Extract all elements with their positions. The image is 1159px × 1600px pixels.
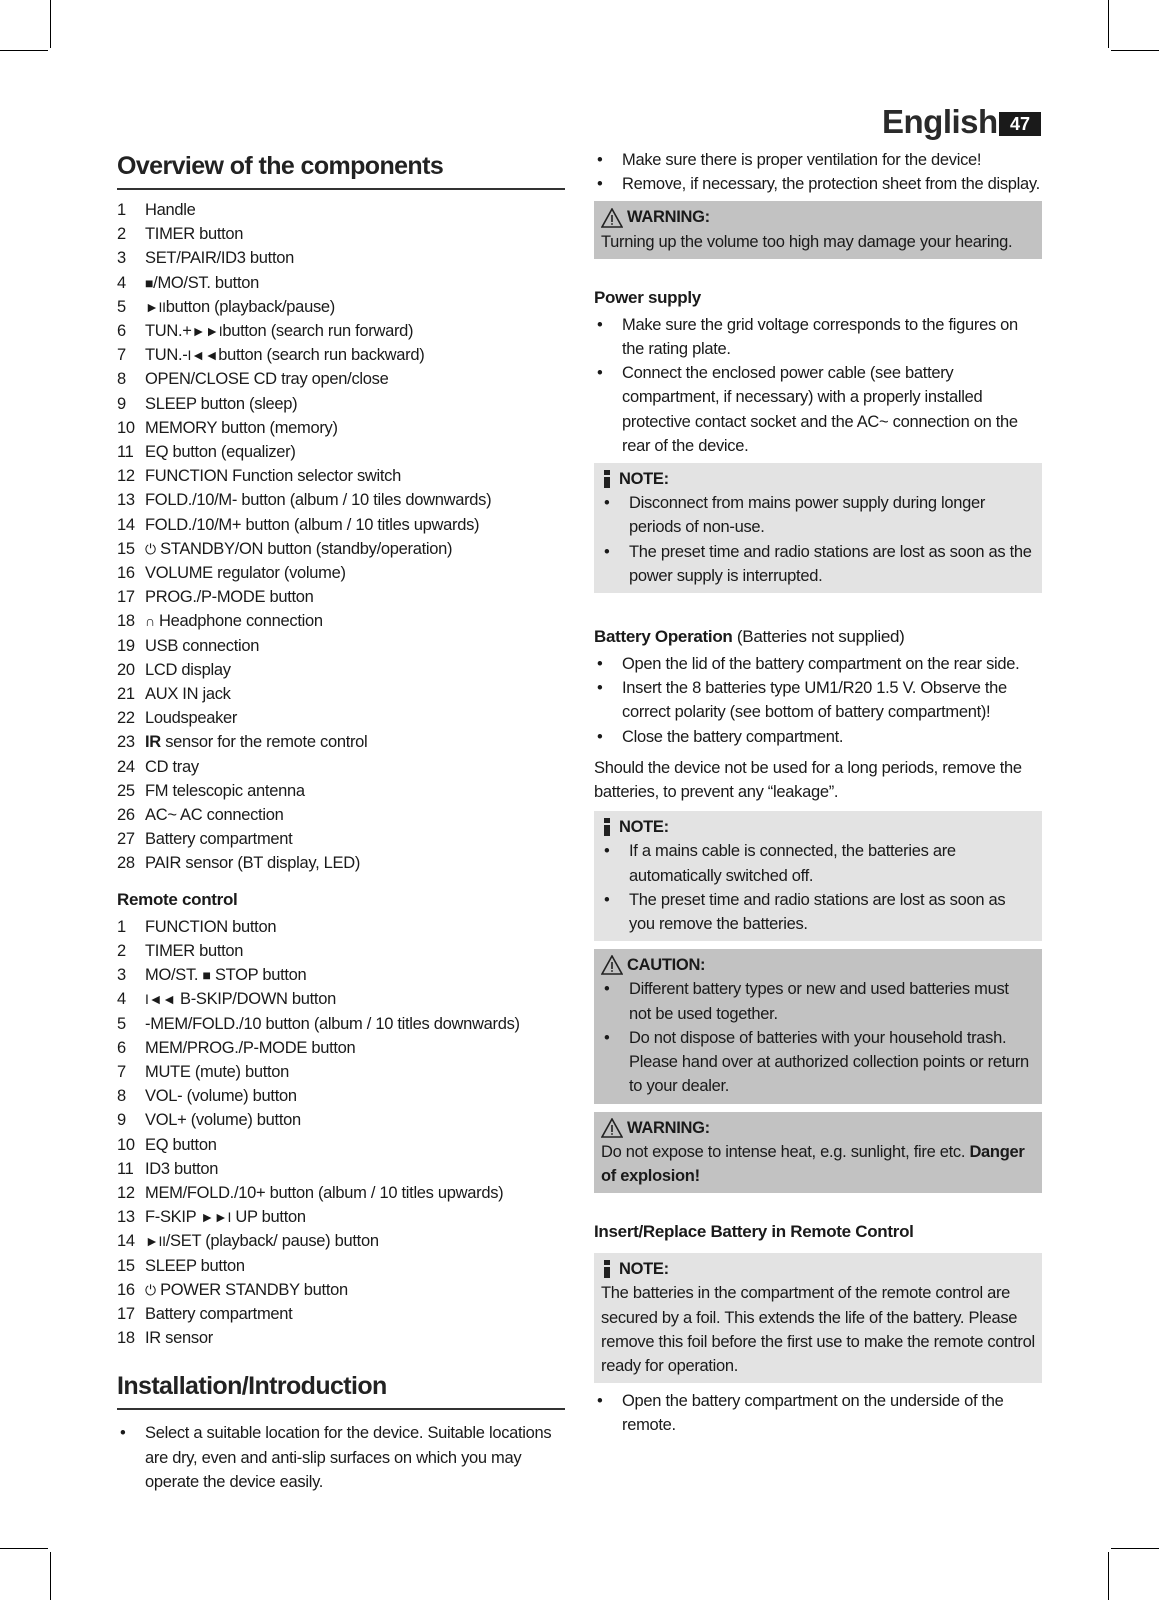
item-number: 11: [117, 1159, 134, 1178]
item-label: ID3 button: [145, 1159, 219, 1178]
warning-icon: [601, 208, 623, 228]
remote-battery-bullets: [594, 1389, 1042, 1437]
item-number: 4: [117, 273, 126, 292]
list-item: [117, 1108, 565, 1132]
button-symbol-icon: I◄◄: [187, 347, 219, 364]
list-item: [117, 1229, 565, 1253]
item-text: [145, 271, 259, 295]
item-number: 9: [117, 1111, 126, 1130]
item-number: 15: [117, 539, 135, 558]
warning-box: [594, 1112, 1042, 1194]
item-label: IR sensor: [145, 1329, 213, 1348]
item-label: TIMER button: [145, 941, 244, 960]
item-number: 16: [117, 564, 135, 583]
list-item: [117, 488, 565, 512]
item-number: 14: [117, 515, 135, 534]
ventilation-bullets: [594, 148, 1042, 196]
right-column: [594, 148, 1042, 1438]
item-label: AC~ AC connection: [145, 806, 284, 825]
note-box: [594, 1253, 1042, 1383]
item-prefix: IR: [145, 733, 161, 752]
remote-control-list: [117, 915, 565, 1351]
list-item: • If a mains cable is connected, the batteries are automatically switched off.: [601, 839, 1035, 887]
list-item: [117, 827, 565, 851]
item-number: 2: [117, 941, 126, 960]
item-label: EQ button: [145, 1135, 217, 1154]
warning-text: Do not expose to intense heat, e.g. sunlight, fire etc. Danger of explosion!: [601, 1142, 1025, 1185]
item-number: 6: [117, 322, 126, 341]
item-label: -MEM/FOLD./10 button (album / 10 titles downwards): [145, 1014, 520, 1033]
list-item: [117, 730, 565, 754]
list-item: [117, 392, 565, 416]
list-item: [117, 658, 565, 682]
item-number: 19: [117, 636, 135, 655]
list-item: [117, 803, 565, 827]
item-number: 1: [117, 201, 126, 219]
item-text: [145, 416, 338, 440]
item-label: /SET (playback/ pause) button: [165, 1232, 379, 1251]
warning-icon: [601, 955, 623, 975]
item-label: Battery compartment: [145, 830, 293, 849]
list-item: [117, 1036, 565, 1060]
list-item: [117, 343, 565, 367]
item-number: 22: [117, 709, 135, 728]
list-item: [117, 513, 565, 537]
components-heading: Overview of the components: [117, 148, 565, 190]
note-box: [594, 463, 1042, 593]
item-label: FUNCTION button: [145, 917, 277, 936]
item-text: [145, 440, 296, 464]
item-number: 4: [117, 990, 126, 1009]
warning-icon: [601, 1118, 623, 1138]
warning-text: Turning up the volume too high may damage your hearing.: [601, 232, 1013, 251]
item-number: 12: [117, 1183, 135, 1202]
list-item: [117, 585, 565, 609]
note-title: NOTE:: [619, 818, 669, 837]
warning-title: WARNING:: [627, 208, 710, 227]
list-item: [117, 561, 565, 585]
item-label: Battery compartment: [145, 1304, 293, 1323]
list-item: [117, 682, 565, 706]
item-prefix: TUN.-: [145, 346, 188, 365]
installation-heading: Installation/Introduction: [117, 1368, 565, 1410]
item-label: VOL+ (volume) button: [145, 1111, 301, 1130]
item-number: 5: [117, 297, 126, 316]
list-item: • The preset time and radio stations are lost as soon as you remove the batteries.: [601, 888, 1035, 936]
info-icon: [601, 817, 615, 837]
button-symbol-icon: ⏻: [145, 1281, 156, 1298]
item-label: VOLUME regulator (volume): [145, 564, 346, 583]
list-item: • Select a suitable location for the device. Suitable locations are dry, even and anti-slip surfaces on which you may operate the device easily.: [117, 1421, 565, 1494]
item-text: [145, 295, 335, 319]
button-symbol-icon: ►►I: [191, 323, 223, 340]
item-number: 3: [117, 966, 126, 985]
item-number: 18: [117, 612, 135, 631]
list-item: • Do not dispose of batteries with your household trash. Please hand over at authorized collection points or return to your dealer.: [601, 1026, 1035, 1099]
item-label: MEM/FOLD./10+ button (album / 10 titles upwards): [145, 1183, 504, 1202]
list-item: [117, 246, 565, 270]
item-number: 9: [117, 394, 126, 413]
button-symbol-icon: ■: [202, 967, 211, 984]
battery-operation-heading: Battery Operation (Batteries not supplied): [594, 627, 905, 647]
warning-box: [594, 201, 1042, 258]
list-item: • Make sure there is proper ventilation for the device!: [594, 148, 1042, 172]
list-item: • Connect the enclosed power cable (see battery compartment, if necessary) with a properly installed protective contact socket and the AC~ connection on the rear of the device.: [594, 361, 1042, 458]
item-label: AUX IN jack: [145, 685, 231, 704]
item-label: SET/PAIR/ID3 button: [145, 249, 294, 268]
item-number: 3: [117, 249, 126, 268]
item-label: FUNCTION Function selector switch: [145, 467, 401, 486]
item-text: [145, 1254, 245, 1278]
item-text: [145, 779, 305, 803]
battery-bullets: [594, 652, 1042, 749]
item-text: [145, 915, 276, 939]
item-label: LCD display: [145, 660, 231, 679]
info-icon: [601, 469, 615, 489]
item-number: 27: [117, 830, 135, 849]
list-item: [117, 1326, 565, 1350]
item-text: [145, 513, 479, 537]
item-text: [145, 609, 323, 633]
item-number: 21: [117, 685, 135, 704]
item-text: [145, 198, 196, 222]
item-text: [145, 246, 294, 270]
list-item: • Different battery types or new and used batteries must not be used together.: [601, 977, 1035, 1025]
item-text: [145, 827, 292, 851]
item-label: sensor for the remote control: [160, 733, 368, 752]
crop-mark: [0, 50, 48, 51]
list-item: [117, 1133, 565, 1157]
item-text: [145, 634, 259, 658]
button-symbol-icon: ►►I: [200, 1209, 232, 1226]
item-number: 8: [117, 370, 126, 389]
item-text: [145, 585, 314, 609]
warning-title: WARNING:: [627, 1118, 710, 1137]
item-label: FOLD./10/M+ button (album / 10 titles upwards): [145, 515, 480, 534]
list-item: [117, 939, 565, 963]
button-symbol-icon: ■: [145, 274, 154, 291]
list-item: [117, 851, 565, 875]
note-box: [594, 811, 1042, 941]
item-text: [145, 963, 306, 987]
item-label: CD tray: [145, 757, 199, 776]
item-label: PAIR sensor (BT display, LED): [145, 854, 361, 873]
list-item: [117, 1012, 565, 1036]
page-number: 47: [999, 112, 1041, 136]
item-number: 17: [117, 588, 135, 607]
item-text: [145, 1036, 355, 1060]
button-symbol-icon: ⏻: [145, 540, 156, 557]
item-text: [145, 488, 491, 512]
list-item: [117, 915, 565, 939]
button-symbol-icon: ►II: [145, 298, 166, 315]
list-item: • The preset time and radio stations are lost as soon as the power supply is interrupted.: [601, 540, 1035, 588]
item-text: [145, 1229, 379, 1253]
item-label: B-SKIP/DOWN button: [175, 990, 336, 1009]
list-item: [117, 706, 565, 730]
button-symbol-icon: I◄◄: [145, 991, 176, 1008]
item-number: 13: [117, 1208, 135, 1227]
item-label: MUTE (mute) button: [145, 1062, 290, 1081]
item-label: OPEN/CLOSE CD tray open/close: [145, 370, 389, 389]
item-text: [145, 464, 401, 488]
list-item: • Make sure the grid voltage corresponds to the figures on the rating plate.: [594, 313, 1042, 361]
item-number: 28: [117, 854, 135, 873]
page-language-label: English: [882, 103, 998, 140]
item-text: [145, 222, 243, 246]
item-text: [145, 1108, 301, 1132]
item-text: [145, 561, 346, 585]
list-item: [117, 1254, 565, 1278]
item-number: 5: [117, 1014, 126, 1033]
item-text: [145, 1157, 218, 1181]
note-title: NOTE:: [619, 1260, 669, 1279]
list-item: [117, 537, 565, 561]
item-label: button (search run forward): [222, 322, 414, 341]
list-item: [117, 222, 565, 246]
button-symbol-icon: ∩: [145, 613, 155, 630]
item-number: 7: [117, 1062, 126, 1081]
item-number: 13: [117, 491, 135, 510]
list-item: [117, 319, 565, 343]
list-item: [117, 779, 565, 803]
list-item: • Insert the 8 batteries type UM1/R20 1.5 V. Observe the correct polarity (see bottom of battery compartment)!: [594, 676, 1042, 724]
item-number: 2: [117, 225, 126, 244]
item-number: 10: [117, 1135, 135, 1154]
item-label: TIMER button: [145, 225, 244, 244]
item-number: 26: [117, 806, 135, 825]
item-number: 8: [117, 1087, 126, 1106]
list-item: [117, 464, 565, 488]
item-label: UP button: [231, 1208, 306, 1227]
button-symbol-icon: ►II: [145, 1233, 166, 1250]
item-label: Headphone connection: [154, 612, 323, 631]
list-item: [117, 1084, 565, 1108]
item-text: [145, 851, 360, 875]
item-text: [145, 658, 231, 682]
item-text: [145, 537, 452, 561]
item-label: button (search run backward): [218, 346, 425, 365]
installation-bullets: [117, 1421, 565, 1494]
item-label: STANDBY/ON button (standby/operation): [155, 539, 453, 558]
item-label: POWER STANDBY button: [155, 1280, 348, 1299]
item-text: [145, 1084, 297, 1108]
item-number: 18: [117, 1329, 135, 1348]
list-item: • Open the battery compartment on the underside of the remote.: [594, 1389, 1042, 1437]
item-number: 16: [117, 1280, 135, 1299]
list-item: • Close the battery compartment.: [594, 725, 1042, 749]
item-text: [145, 367, 388, 391]
item-number: 10: [117, 418, 135, 437]
list-item: [117, 1302, 565, 1326]
item-number: 25: [117, 781, 135, 800]
item-text: [145, 803, 283, 827]
item-text: [145, 682, 231, 706]
power-supply-heading: Power supply: [594, 287, 701, 307]
item-label: /MO/ST. button: [153, 273, 260, 292]
caution-title: CAUTION:: [627, 956, 706, 975]
list-item: [117, 755, 565, 779]
list-item: [117, 1278, 565, 1302]
list-item: • Remove, if necessary, the protection sheet from the display.: [594, 172, 1042, 196]
item-number: 24: [117, 757, 135, 776]
item-text: [145, 1181, 503, 1205]
crop-mark: [50, 1552, 51, 1600]
item-text: [145, 939, 243, 963]
item-number: 12: [117, 467, 135, 486]
list-item: [117, 634, 565, 658]
item-number: 23: [117, 733, 135, 752]
list-item: [117, 1157, 565, 1181]
list-item: [117, 987, 565, 1011]
item-number: 17: [117, 1304, 135, 1323]
crop-mark: [1108, 0, 1109, 48]
item-label: USB connection: [145, 636, 260, 655]
item-text: [145, 1012, 520, 1036]
item-label: PROG./P-MODE button: [145, 588, 314, 607]
item-text: [145, 1133, 217, 1157]
item-number: 14: [117, 1232, 135, 1251]
list-item: [117, 271, 565, 295]
battery-paragraph: Should the device not be used for a long periods, remove the batteries, to prevent any “leakage”.: [594, 758, 1022, 802]
remote-battery-heading: Insert/Replace Battery in Remote Control: [594, 1222, 914, 1242]
item-text: [145, 392, 297, 416]
item-text: [145, 1205, 306, 1229]
item-text: [145, 319, 413, 343]
item-number: 6: [117, 1038, 126, 1057]
item-text: [145, 343, 424, 367]
power-supply-bullets: [594, 313, 1042, 458]
list-item: • Open the lid of the battery compartment on the rear side.: [594, 652, 1042, 676]
item-label: STOP button: [210, 966, 307, 985]
list-item: [117, 295, 565, 319]
list-item: [117, 963, 565, 987]
item-label: EQ button (equalizer): [145, 443, 296, 462]
caution-box: [594, 949, 1042, 1103]
item-label: FM telescopic antenna: [145, 781, 305, 800]
list-item: [117, 198, 565, 222]
item-label: VOL- (volume) button: [145, 1087, 297, 1106]
item-label: button (playback/pause): [165, 297, 335, 316]
list-item: [117, 1205, 565, 1229]
crop-mark: [0, 1548, 48, 1549]
item-prefix: F-SKIP: [145, 1208, 201, 1227]
note-text: The batteries in the compartment of the remote control are secured by a foil. This extends the life of the battery. Please remove this foil before the first use to make the remote control ready for operation.: [601, 1284, 1035, 1375]
item-label: Loudspeaker: [145, 709, 238, 728]
item-text: [145, 1302, 292, 1326]
list-item: [117, 1060, 565, 1084]
item-text: [145, 1278, 348, 1302]
item-text: [145, 730, 367, 754]
item-label: SLEEP button: [145, 1256, 245, 1275]
item-prefix: MO/ST.: [145, 966, 203, 985]
list-item: [117, 1181, 565, 1205]
info-icon: [601, 1259, 615, 1279]
crop-mark: [50, 0, 51, 48]
item-text: [145, 987, 336, 1011]
note-title: NOTE:: [619, 470, 669, 489]
list-item: [117, 609, 565, 633]
remote-control-heading: Remote control: [117, 889, 238, 909]
item-label: MEMORY button (memory): [145, 418, 338, 437]
item-prefix: TUN.+: [145, 322, 192, 341]
item-label: FOLD./10/M- button (album / 10 tiles downwards): [145, 491, 492, 510]
list-item: [117, 367, 565, 391]
item-text: [145, 755, 199, 779]
list-item: [117, 416, 565, 440]
item-label: Handle: [145, 201, 196, 219]
item-label: MEM/PROG./P-MODE button: [145, 1038, 356, 1057]
item-number: 7: [117, 346, 126, 365]
item-number: 20: [117, 660, 135, 679]
item-text: [145, 1060, 289, 1084]
item-number: 1: [117, 917, 126, 936]
components-list: [117, 198, 565, 876]
crop-mark: [1111, 1548, 1159, 1549]
item-number: 11: [117, 443, 134, 462]
list-item: [117, 440, 565, 464]
item-number: 15: [117, 1256, 135, 1275]
item-text: [145, 706, 237, 730]
list-item: • Disconnect from mains power supply during longer periods of non-use.: [601, 491, 1035, 539]
crop-mark: [1111, 50, 1159, 51]
item-text: [145, 1326, 213, 1350]
left-column: [117, 148, 565, 1494]
item-label: SLEEP button (sleep): [145, 394, 298, 413]
crop-mark: [1108, 1552, 1109, 1600]
